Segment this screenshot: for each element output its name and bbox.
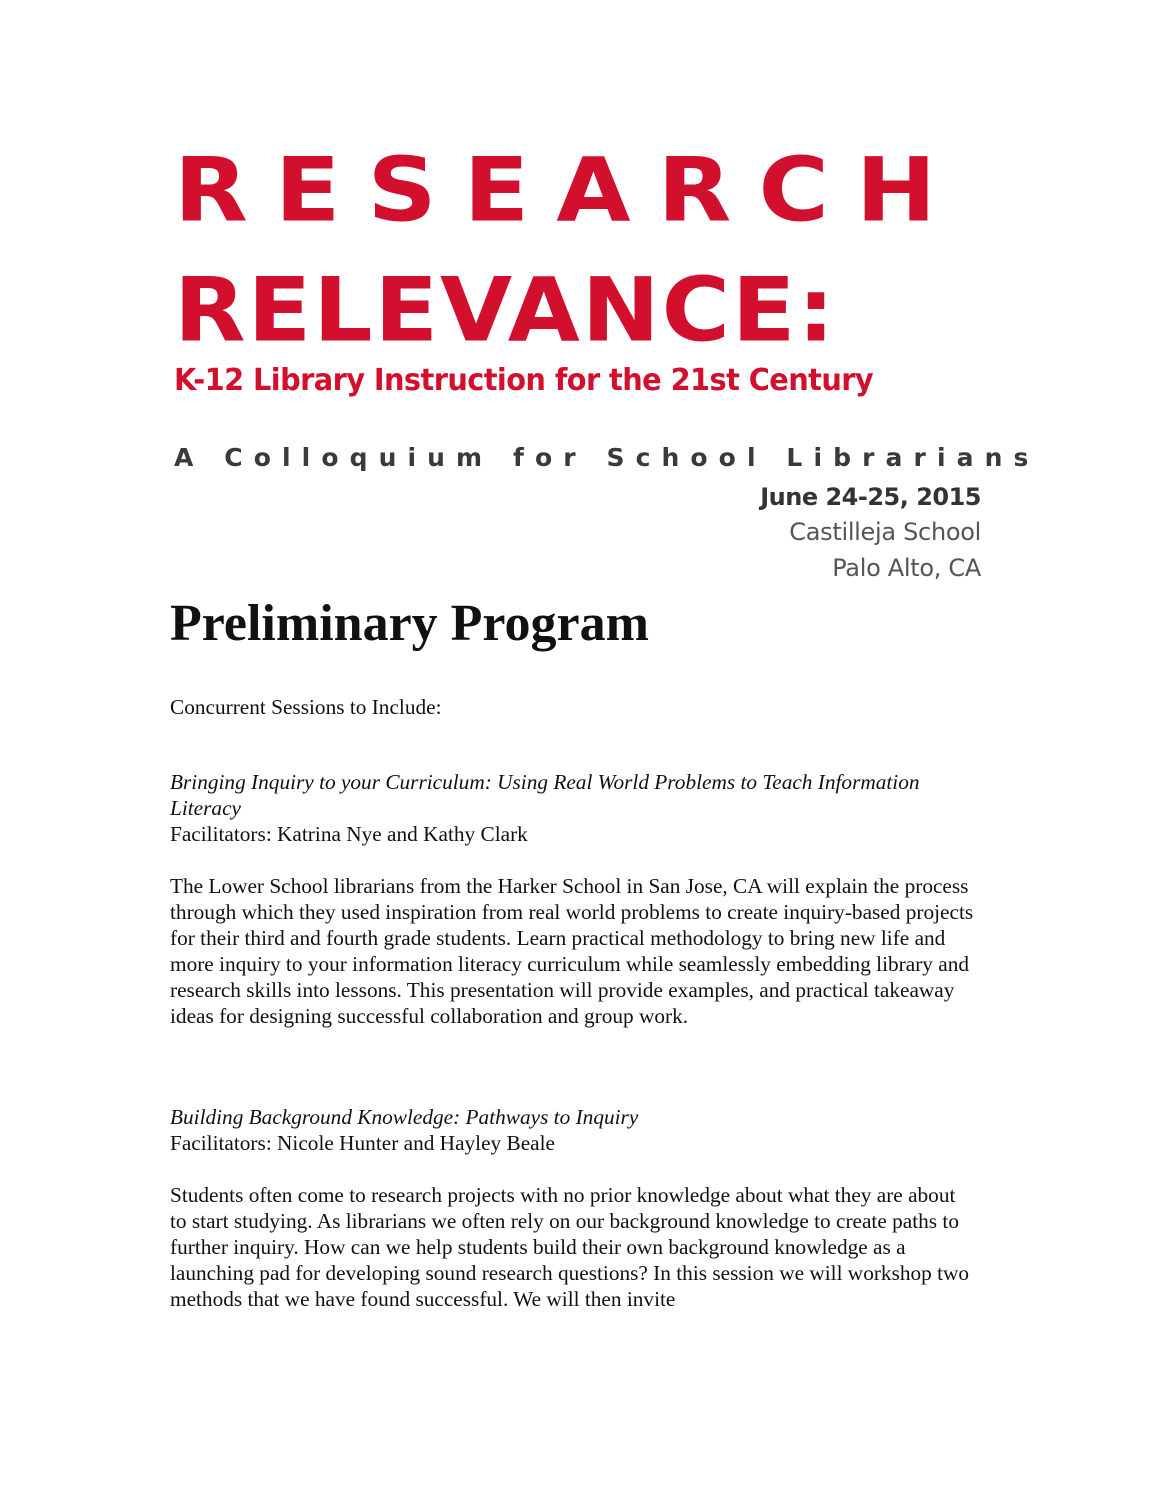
session-2-title: Building Background Knowledge: Pathways to Inquiry	[170, 1105, 639, 1129]
session-1-title: Bringing Inquiry to your Curriculum: Using Real World Problems to Teach Information Literacy	[170, 770, 920, 820]
session-2-facilitators: Facilitators: Nicole Hunter and Hayley Beale	[170, 1131, 555, 1155]
banner-subtitle: K-12 Library Instruction for the 21st Century	[174, 363, 874, 398]
banner-tagline: A Colloquium for School Librarians	[174, 443, 1040, 472]
colloquium-banner	[174, 138, 1040, 590]
intro-text: Concurrent Sessions to Include:	[170, 695, 442, 719]
banner-heading-relevance: RELEVANCE:	[174, 258, 837, 362]
event-city: Palo Alto, CA	[832, 554, 981, 582]
event-date: June 24-25, 2015	[760, 483, 981, 511]
event-venue: Castilleja School	[789, 518, 981, 546]
banner-heading-research: RESEARCH	[174, 138, 964, 242]
session-1-facilitators: Facilitators: Katrina Nye and Kathy Clark	[170, 822, 528, 846]
session-2-description: Students often come to research projects with no prior knowledge about what they are about to start studying. As librarians we often rely on our background knowledge to create paths to further inquiry. How can we help students build their own background knowledge as a launching pad for developing sound research questions? In this session we will workshop two methods that we have found successful. We will then invite	[170, 1183, 970, 1311]
session-1-description: The Lower School librarians from the Harker School in San Jose, CA will explain the process through which they used inspiration from real world problems to create inquiry-based projects for their third and fourth grade students. Learn practical methodology to bring new life and more inquiry to your information literacy curriculum while seamlessly embedding library and research skills into lessons. This presentation will provide examples, and practical takeaway ideas for designing successful collaboration and group work.	[170, 874, 974, 1028]
page-title: Preliminary Program	[170, 595, 649, 652]
